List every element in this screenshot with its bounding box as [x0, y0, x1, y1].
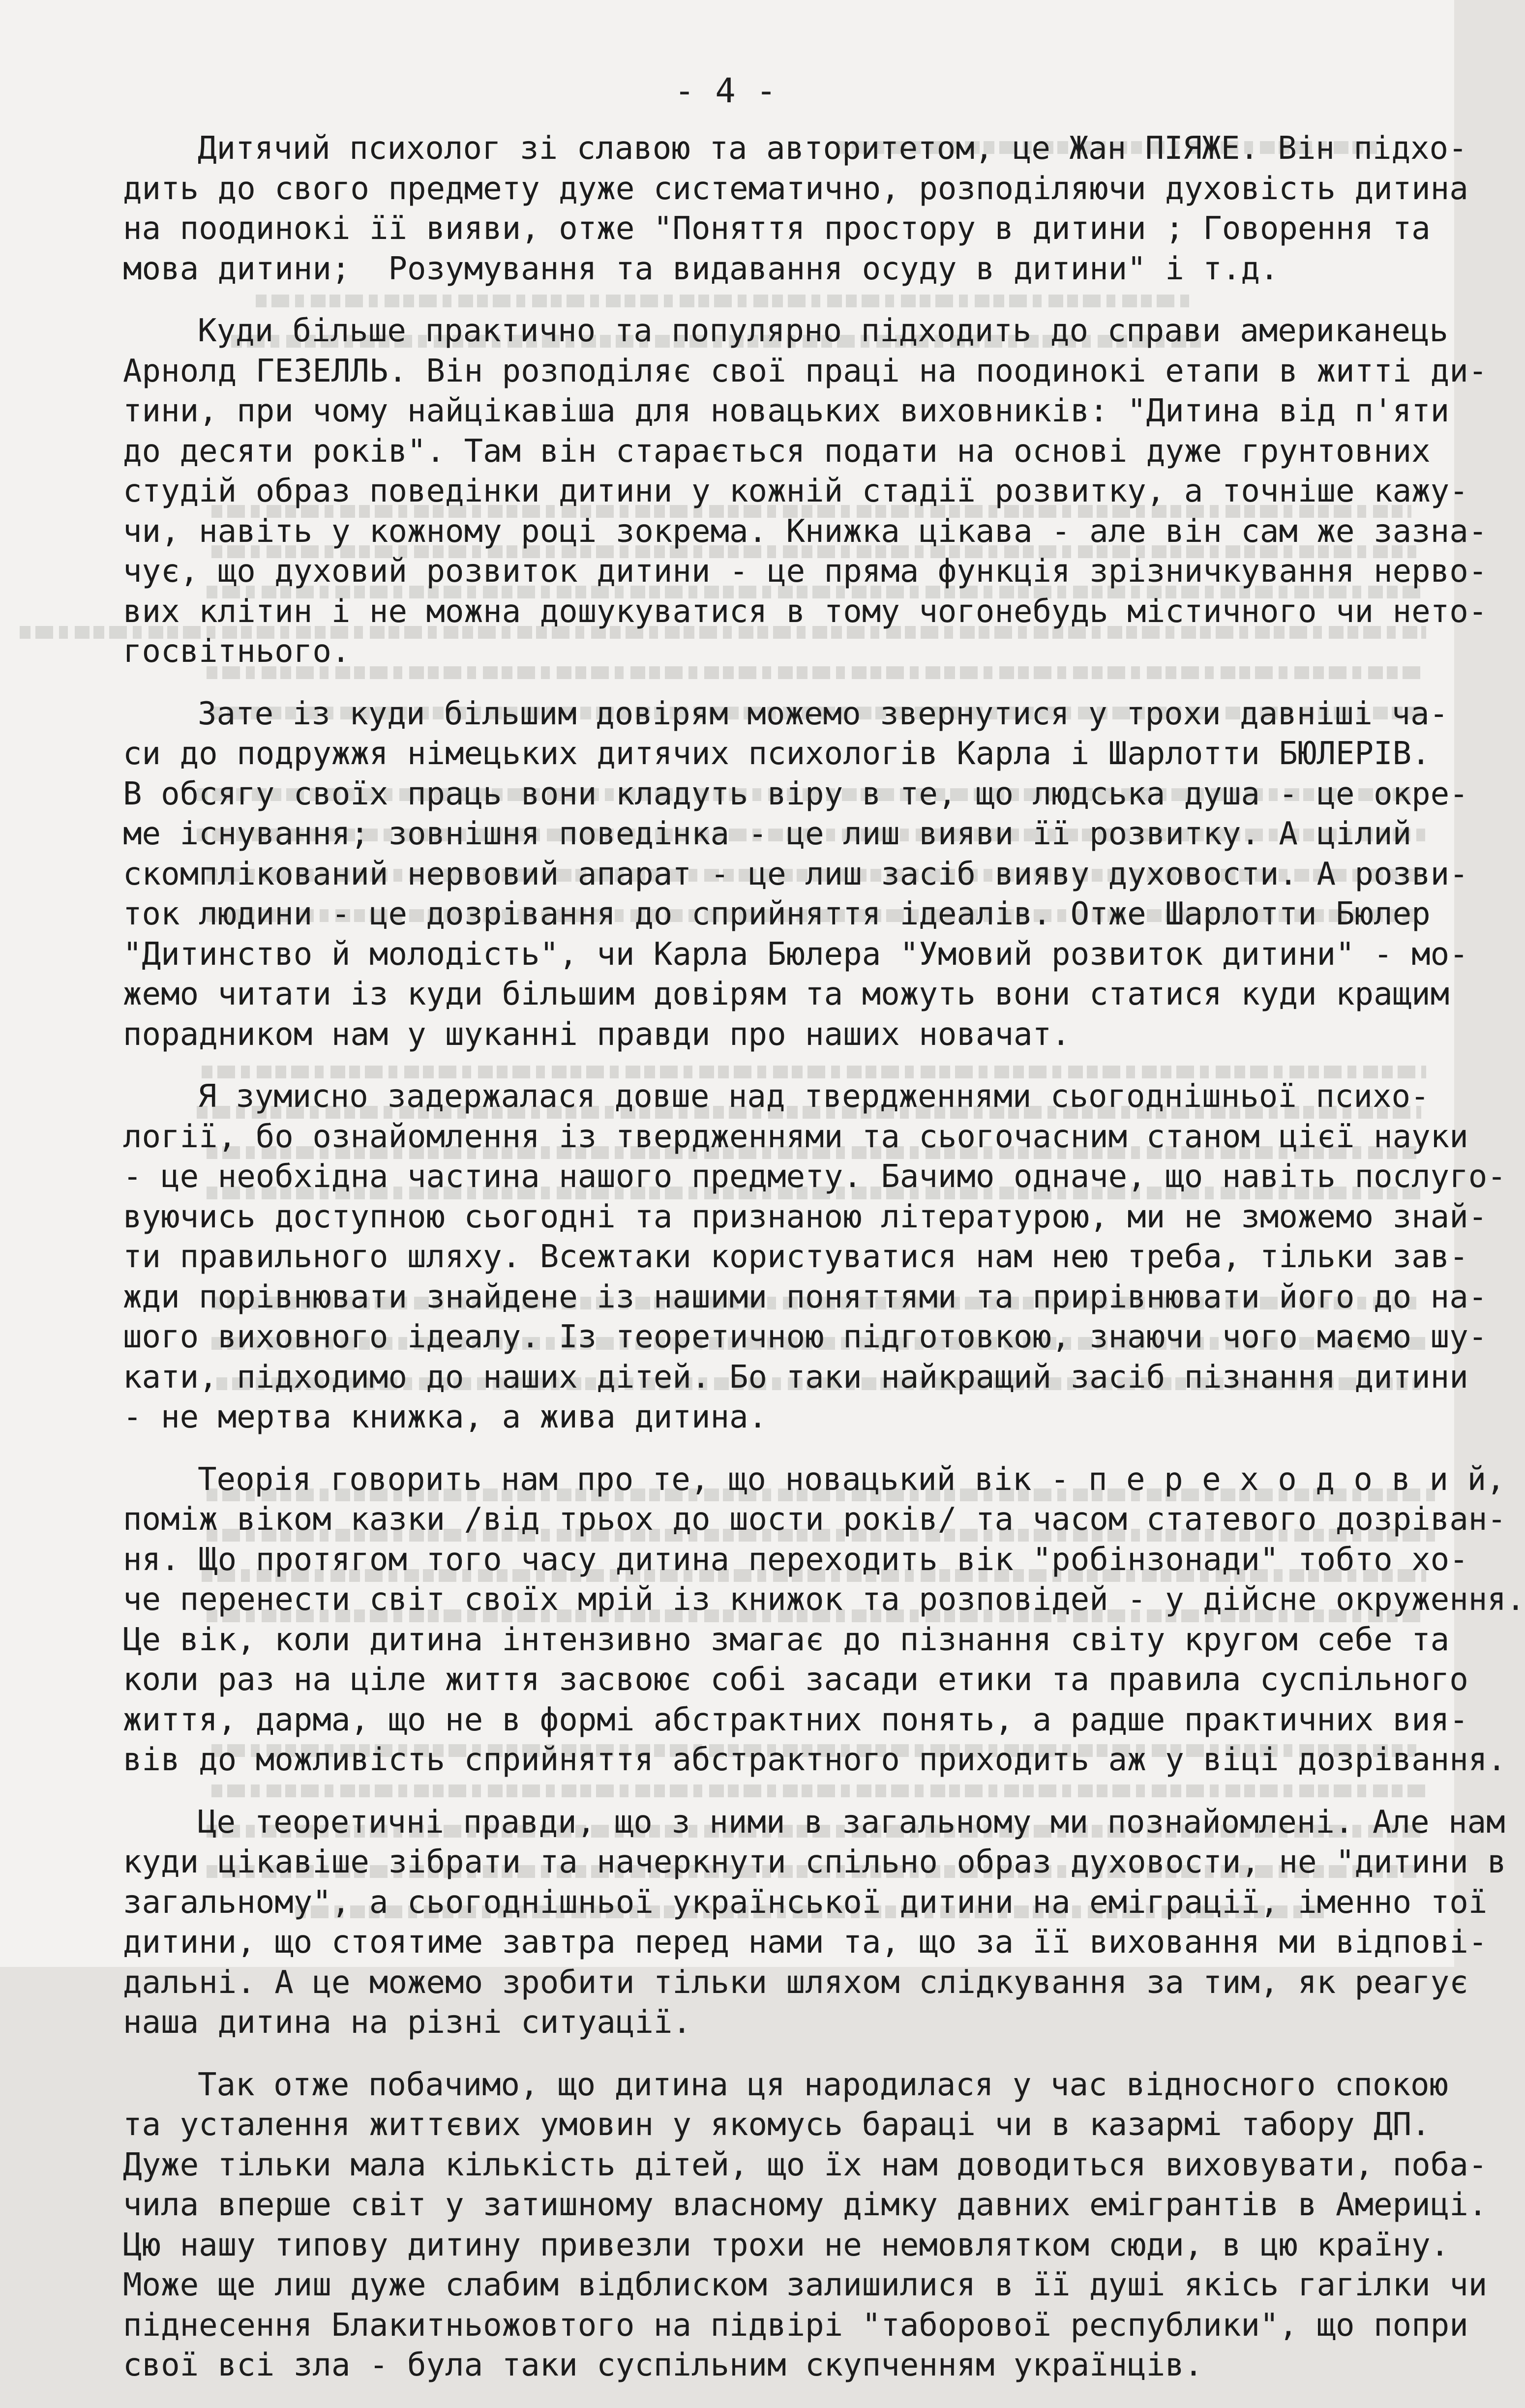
text-line: тини, при чому найцікавіша для новацьких виховників: "Дитина від п'яти [123, 393, 1450, 429]
paragraph [123, 2065, 1488, 2386]
text-line: вих клітин і не можна дошукуватися в тому чогонебудь містичного чи нето- [123, 593, 1488, 630]
text-line: загальному", а сьогоднішньої української дитини на еміграції, іменно тої [123, 1884, 1488, 1921]
text-line: Може ще лиш дуже слабим відблиском залишилися в її душі якісь гагілки чи [123, 2267, 1488, 2303]
text-line: Цю нашу типову дитину привезли трохи не немовлятком сюди, в цю країну. [123, 2227, 1450, 2263]
text-line: Теорія говорить нам про те, що новацький вік - п е р е х о д о в и й, [198, 1461, 1505, 1498]
text-line: си до подружжя німецьких дитячих психологів Карла і Шарлотти БЮЛЕРІВ. [123, 736, 1431, 772]
text-line: логії, бо ознайомлення із твердженнями та сьогочасним станом цієї науки [123, 1118, 1468, 1155]
paragraph [123, 1077, 1506, 1438]
text-line: порадником нам у шуканні правди про наших новачат. [123, 1016, 1071, 1053]
text-line: че перенести світ своїх мрій із книжок та розповідей - у дійсне окруження. [123, 1581, 1525, 1618]
text-line: госвітнього. [123, 633, 351, 670]
text-line: чи, навіть у кожному році зокрема. Книжка цікава - але він сам же зазна- [123, 513, 1488, 550]
text-line: Це вік, коли дитина інтензивно змагає до пізнання світу кругом себе та [123, 1621, 1450, 1658]
paragraph [123, 311, 1488, 672]
text-line: дальні. А це можемо зробити тільки шляхом слідкування за тим, як реагує [123, 1964, 1468, 2001]
text-line: ня. Що протягом того часу дитина переходить вік "робінзонади" тобто хо- [123, 1541, 1468, 1578]
text-line: Зате із куди більшим довірям можемо звернутися у трохи давніші ча- [198, 695, 1449, 732]
text-line: В обсягу своїх праць вони кладуть віру в те, що людська душа - це окре- [123, 775, 1468, 812]
text-line: кати, підходимо до наших дітей. Бо таки найкращий засіб пізнання дитини [123, 1359, 1468, 1396]
text-line: куди цікавіше зібрати та начеркнути спільно образ духовости, не "дитини в [123, 1844, 1506, 1880]
text-line: ме існування; зовнішня поведінка - це лиш вияви її розвитку. А цілий [123, 816, 1412, 852]
text-line: до десяти років". Там він старається подати на основі дуже грунтовних [123, 433, 1431, 470]
text-line: наша дитина на різні ситуації. [123, 2004, 691, 2041]
text-line: жди порівнювати знайдене із нашими поняттями та прирівнювати його до на- [123, 1278, 1488, 1315]
text-line: "Дитинство й молодість", чи Карла Бюлера "Умовий розвиток дитини" - мо- [123, 936, 1468, 973]
text-line: вів до можливість сприйняття абстрактного приходить аж у віці дозрівання. [123, 1742, 1506, 1778]
text-line: чила вперше світ у затишному власному дімку давних емігрантів в Америці. [123, 2187, 1488, 2223]
text-line: дить до свого предмету дуже систематично, розподіляючи духовість дитина [123, 170, 1468, 207]
paragraph [123, 129, 1468, 289]
text-line: мова дитини; Розумування та видавання осуду в дитини" і т.д. [123, 250, 1279, 287]
text-line: Дитячий психолог зі славою та авторитетом, це Жан ПІЯЖЕ. Він підхо- [198, 130, 1467, 167]
text-line: коли раз на ціле життя засвоює собі засади етики та правила суспільного [123, 1662, 1468, 1698]
text-line: Арнолд ГЕЗЕЛЛЬ. Він розподіляє свої праці на поодинокі етапи в житті ди- [123, 353, 1488, 389]
text-line: поміж віком казки /від трьох до шости років/ та часом статевого дозріван- [123, 1501, 1506, 1538]
text-line: чує, що духовий розвиток дитини - це пряма функція зрізничкування нерво- [123, 553, 1488, 590]
paragraph [123, 1803, 1506, 2043]
text-line: Куди більше практично та популярно підходить до справи американець [198, 313, 1449, 349]
text-line: скомплікований нервовий апарат - це лиш засіб вияву духовости. А розви- [123, 856, 1468, 892]
text-line: на поодинокі її вияви, отже "Поняття простору в дитини ; Говорення та [123, 210, 1431, 247]
paragraph [123, 694, 1468, 1055]
text-line: ток людини - це дозрівання до сприйняття ідеалів. Отже Шарлотти Бюлер [123, 896, 1431, 932]
text-line: та усталення життєвих умовин у якомусь бараці чи в казармі табору ДП. [123, 2107, 1431, 2143]
body-text [123, 129, 1525, 2408]
paragraph [123, 1460, 1525, 1781]
text-line: вуючись доступною сьогодні та признаною літературою, ми не зможемо знай- [123, 1198, 1488, 1235]
text-line: - не мертва книжка, а жива дитина. [123, 1399, 768, 1435]
page-number: - 4 - [674, 71, 777, 111]
text-line: жемо читати із куди більшим довірям та можуть вони статися куди кращим [123, 976, 1450, 1012]
text-line: піднесення Блакитньожовтого на підвірі "таборової республики", що попри [123, 2307, 1468, 2344]
text-line: студій образ поведінки дитини у кожній стадії розвитку, а точніше кажу- [123, 473, 1468, 509]
text-line: - це необхідна частина нашого предмету. Бачимо одначе, що навіть послуго- [123, 1159, 1506, 1195]
text-line: ти правильного шляху. Всежтаки користуватися нам нею треба, тільки зав- [123, 1239, 1468, 1275]
text-line: дитини, що стоятиме завтра перед нами та, що за її виховання ми відпові- [123, 1924, 1488, 1961]
text-line: Так отже побачимо, що дитина ця народилася у час відносного спокою [198, 2066, 1449, 2103]
text-line: Я зумисно задержалася довше над твердженнями сьогоднішньої психо- [198, 1078, 1430, 1115]
text-line: свої всі зла - була таки суспільним скупченням українців. [123, 2347, 1203, 2383]
text-line: шого виховного ідеалу. Із теоретичною підготовкою, знаючи чого маємо шу- [123, 1319, 1488, 1355]
text-line: Це теоретичні правди, що з ними в загальному ми познайомлені. Але нам [198, 1804, 1505, 1841]
text-line: Дуже тільки мала кількість дітей, що їх нам доводиться виховувати, поба- [123, 2146, 1488, 2183]
text-line: життя, дарма, що не в формі абстрактних понять, а радше практичних вия- [123, 1701, 1468, 1738]
